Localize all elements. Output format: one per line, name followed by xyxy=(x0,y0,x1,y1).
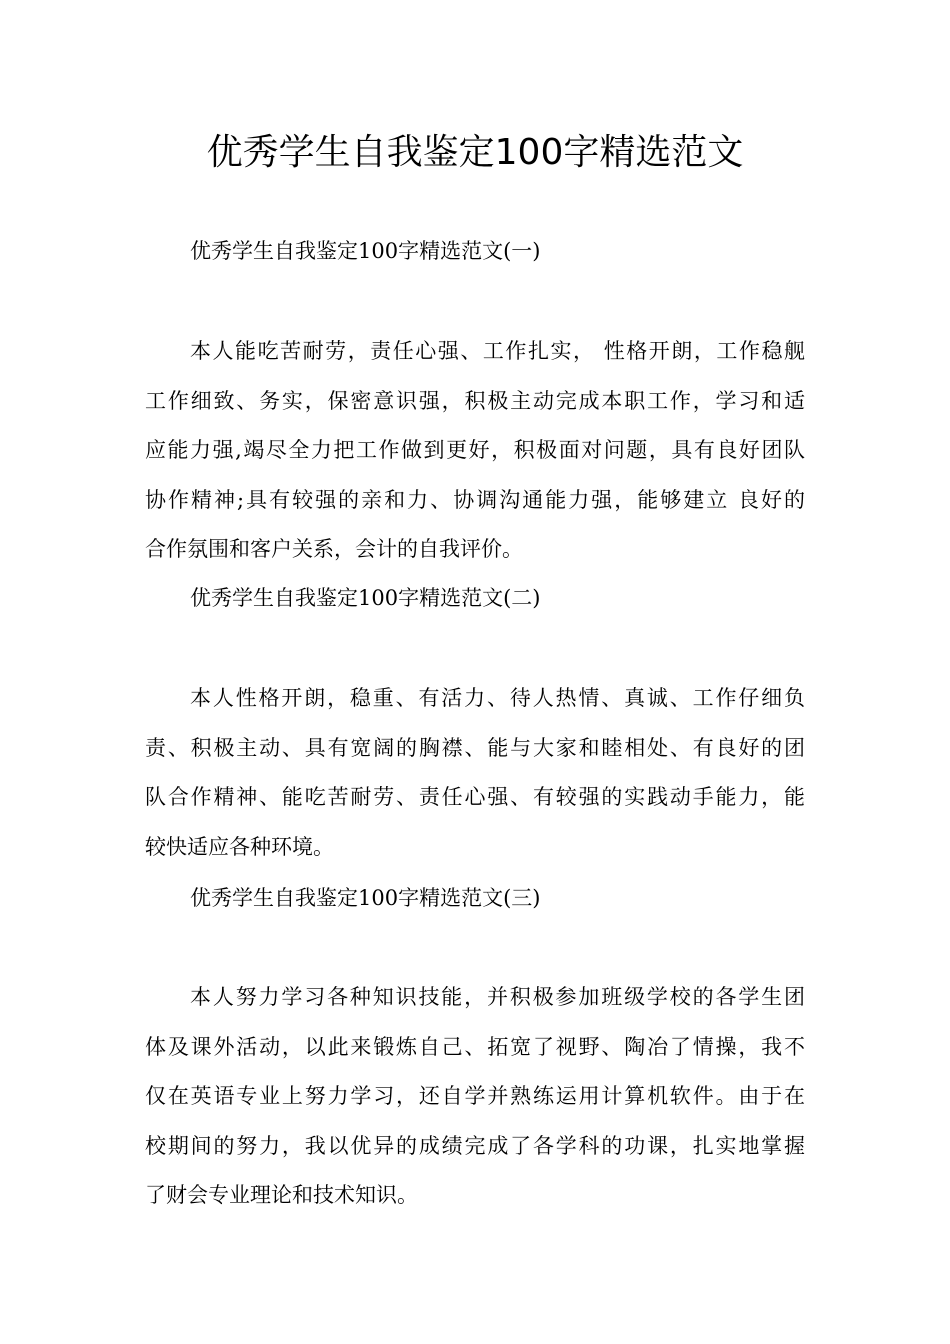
section-heading-1: 优秀学生自我鉴定100字精选范文(一) xyxy=(190,239,541,263)
paragraph-line: 较快适应各种环境。 xyxy=(145,834,334,859)
paragraph-line: 本人努力学习各种知识技能，并积极参加班级学校的各学生团 xyxy=(190,985,805,1009)
paragraph-line: 合作氛围和客户关系，会计的自我评价。 xyxy=(145,537,523,561)
section-paragraph-2 xyxy=(145,674,805,872)
paragraph-line: 本人能吃苦耐劳，责任心强、工作扎实， 性格开朗，工作稳舰 xyxy=(190,339,805,363)
paragraph-line: 工作细致、务实，保密意识强，积极主动完成本职工作，学习和适 xyxy=(145,388,805,413)
paragraph-line: 校期间的努力，我以优异的成绩完成了各学科的功课，扎实地掌握 xyxy=(145,1133,805,1158)
paragraph-line: 队合作精神、能吃苦耐劳、责任心强、有较强的实践动手能力，能 xyxy=(145,785,805,809)
paragraph-line: 体及课外活动，以此来锻炼自己、拓宽了视野、陶冶了情操，我不 xyxy=(145,1034,805,1059)
section-paragraph-1 xyxy=(145,327,805,575)
paragraph-line: 责、积极主动、具有宽阔的胸襟、能与大家和睦相处、有良好的团 xyxy=(145,735,805,760)
paragraph-line: 仅在英语专业上努力学习，还自学并熟练运用计算机软件。由于在 xyxy=(145,1084,805,1108)
paragraph-line: 应能力强,竭尽全力把工作做到更好，积极面对问题，具有良好团队 xyxy=(145,438,805,462)
paragraph-line: 了财会专业理论和技术知识。 xyxy=(145,1183,418,1207)
section-paragraph-3 xyxy=(145,973,805,1221)
document-title: 优秀学生自我鉴定100字精选范文 xyxy=(206,132,744,173)
paragraph-line: 本人性格开朗，稳重、有活力、待人热情、真诚、工作仔细负 xyxy=(190,686,805,710)
section-heading-3: 优秀学生自我鉴定100字精选范文(三) xyxy=(190,886,541,910)
paragraph-line: 协作精神;具有较强的亲和力、协调沟通能力强，能够建立 良好的 xyxy=(145,487,805,512)
section-heading-2: 优秀学生自我鉴定100字精选范文(二) xyxy=(190,586,541,610)
